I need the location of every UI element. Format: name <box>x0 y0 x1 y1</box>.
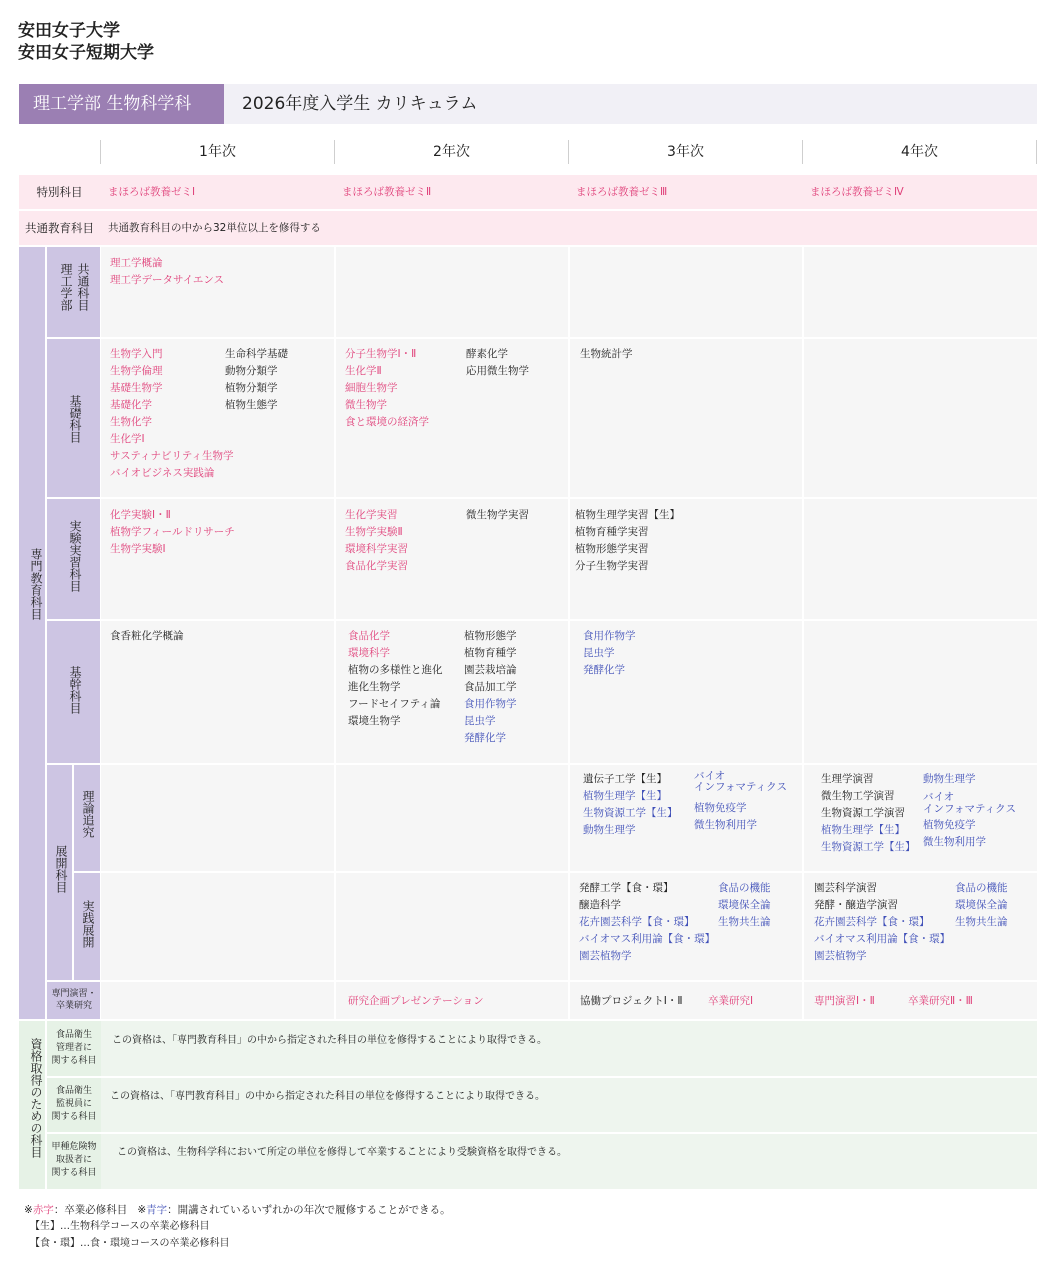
course-item: 園芸栽培論 <box>464 664 517 676</box>
shikaku-item-1-label <box>47 1029 101 1068</box>
riron-y3b-multiline <box>694 771 787 793</box>
course-item: 醸造科学 <box>579 899 621 911</box>
course-item: 生物化学 <box>110 416 152 428</box>
course-item: 食品加工学 <box>464 681 517 693</box>
course-item: 生物学入門 <box>110 348 163 360</box>
divider <box>334 247 336 1019</box>
divider <box>45 1132 1037 1134</box>
jissen-y3b <box>718 880 771 931</box>
header-divider <box>1036 140 1037 164</box>
course-item: 動物生理学 <box>923 773 976 785</box>
course-item: 微生物利用学 <box>923 836 986 848</box>
course-item: 園芸植物学 <box>814 950 867 962</box>
riron-y3a <box>583 771 678 839</box>
kiso-y2a <box>345 346 429 431</box>
divider <box>45 619 1037 621</box>
shikaku-item-2-label <box>47 1085 101 1124</box>
riron-label: 理論追究 <box>81 790 95 838</box>
course-item: サスティナビリティ生物学 <box>110 450 234 462</box>
divider <box>802 247 804 1019</box>
course-item: 植物生理学【生】 <box>583 790 667 802</box>
common-row-label: 共通教育科目 <box>25 221 94 235</box>
college-name: 安田女子短期大学 <box>18 43 154 63</box>
jikken-label: 実験実習科目 <box>68 520 82 592</box>
label-line: 関する科目 <box>51 1168 97 1178</box>
riron-y4b-multiline <box>923 791 1016 815</box>
course-item: 環境科学 <box>348 647 390 659</box>
legend-blue-desc: ：開講されているいずれかの年次で履修することができる。 <box>167 1204 451 1216</box>
course-item: 基礎生物学 <box>110 382 163 394</box>
rikou-label-common: 共通科目 <box>76 263 90 311</box>
sotsugyo-y4b: 卒業研究Ⅱ・Ⅲ <box>908 995 973 1007</box>
course-item: 生化学実習 <box>345 509 398 521</box>
legend-line <box>24 1203 451 1217</box>
course-item: バイオビジネス実践論 <box>110 467 215 479</box>
label-line: 取扱者に <box>55 1155 92 1165</box>
course-item: 花卉園芸科学【食・環】 <box>814 916 930 928</box>
shikaku-item-3-label <box>47 1141 101 1180</box>
course-item: 環境保全論 <box>718 899 771 911</box>
divider <box>45 1076 1037 1078</box>
special-row-label: 特別科目 <box>36 185 83 199</box>
course-item: 発酵工学【食・環】 <box>579 882 674 894</box>
course-item: 分子生物学実習 <box>575 560 649 572</box>
course-item: バイオマス利用論【食・環】 <box>579 933 716 945</box>
jikken-y3 <box>575 507 680 575</box>
riron-y4b <box>923 817 986 851</box>
sotsugyo-label-line2: 卒業研究 <box>55 1001 92 1011</box>
kiso-label: 基礎科目 <box>68 395 82 443</box>
course-item: 花卉園芸科学【食・環】 <box>579 916 695 928</box>
year-header-2: 2年次 <box>433 144 470 160</box>
course-item: 環境保全論 <box>955 899 1008 911</box>
course-item: 植物生理学【生】 <box>821 824 905 836</box>
course-item: 微生物学実習 <box>466 509 529 521</box>
jikken-y2a <box>345 507 408 575</box>
label-line: 食品衛生 <box>55 1030 92 1040</box>
course-item: インフォマティクス <box>694 781 788 793</box>
course-item: 発酵・醸造学演習 <box>814 899 898 911</box>
label-line: 甲種危険物 <box>51 1142 97 1152</box>
shikaku-item-1-text: この資格は、「専門教育科目」の中から指定された科目の単位を修得することにより取得できる。 <box>112 1035 547 1046</box>
course-item: 遺伝子工学【生】 <box>583 773 667 785</box>
common-row-text: 共通教育科目の中から32単位以上を修得する <box>108 222 321 234</box>
divider <box>45 980 1037 982</box>
course-item: 食香粧化学概論 <box>110 630 184 642</box>
course-item: 生化学Ⅰ <box>110 433 145 445</box>
course-item: 環境生物学 <box>348 715 401 727</box>
label-line: 関する科目 <box>51 1056 97 1066</box>
course-item: 生物資源工学【生】 <box>583 807 678 819</box>
course-item: バイオ <box>694 770 726 782</box>
kiso-y3 <box>580 346 633 363</box>
course-item: 植物育種学実習 <box>575 526 649 538</box>
course-item: 生理学演習 <box>821 773 874 785</box>
rikou-label-faculty: 理工学部 <box>59 263 73 311</box>
jissen-y4b <box>955 880 1008 931</box>
kikan-y2a <box>348 628 443 730</box>
course-item: 植物生理学実習【生】 <box>575 509 680 521</box>
divider <box>45 497 1037 499</box>
university-name: 安田女子大学 <box>18 21 120 41</box>
tenkai-label: 展開科目 <box>54 845 68 893</box>
course-item: 生物共生論 <box>718 916 771 928</box>
legend-mark: ※ <box>24 1204 33 1216</box>
special-y3: まほろば教養ゼミⅢ <box>576 186 668 198</box>
note-shoku-kan: 【食・環】…食・環境コースの卒業必修科目 <box>30 1238 230 1249</box>
divider <box>45 337 1037 339</box>
jikken-y1 <box>110 507 235 558</box>
kiso-y1a <box>110 346 233 482</box>
course-item: 微生物学 <box>345 399 387 411</box>
legend-blue-label: 青字 <box>146 1204 168 1216</box>
course-item: 生物学実験Ⅱ <box>345 526 403 538</box>
course-item: 植物生態学 <box>225 399 278 411</box>
shikaku-label: 資格取得のための科目 <box>29 1038 43 1158</box>
course-item: 環境科学実習 <box>345 543 408 555</box>
riron-y4b-top <box>923 771 976 788</box>
course-item: 植物育種学 <box>464 647 517 659</box>
course-item: 植物免疫学 <box>923 819 976 831</box>
label-line: 食品衛生 <box>55 1086 92 1096</box>
kikan-y3 <box>583 628 636 679</box>
sotsugyo-label-line1: 専門演習・ <box>51 989 97 999</box>
year-header-4: 4年次 <box>901 144 938 160</box>
divider <box>568 247 570 1019</box>
special-y4: まほろば教養ゼミⅣ <box>810 186 904 198</box>
rikou-y1 <box>110 255 224 289</box>
course-item: 植物免疫学 <box>694 802 747 814</box>
course-item: 生命科学基礎 <box>225 348 288 360</box>
legend-red-desc: ：卒業必修科目 <box>53 1204 128 1216</box>
course-item: 微生物工学演習 <box>821 790 895 802</box>
course-item: 園芸植物学 <box>579 950 632 962</box>
curriculum-title: 2026年度入学生 カリキュラム <box>224 84 1037 124</box>
course-item: 酵素化学 <box>466 348 508 360</box>
course-item: 植物の多様性と進化 <box>348 664 443 676</box>
course-item: 生物共生論 <box>955 916 1008 928</box>
legend-mark: ※ <box>137 1204 147 1216</box>
course-item: 生物統計学 <box>580 348 633 360</box>
riron-y4a <box>821 771 916 856</box>
course-item: 発酵化学 <box>464 732 506 744</box>
course-item: 昆虫学 <box>464 715 496 727</box>
course-item: 動物生理学 <box>583 824 636 836</box>
course-item: フードセイフティ論 <box>348 698 441 710</box>
year-header-1: 1年次 <box>199 144 236 160</box>
course-item: 昆虫学 <box>583 647 615 659</box>
course-item: 食用作物学 <box>464 698 517 710</box>
course-item: 発酵化学 <box>583 664 625 676</box>
course-item: 分子生物学Ⅰ・Ⅱ <box>345 348 417 360</box>
legend-red-label: 赤字 <box>32 1204 54 1216</box>
sotsugyo-label <box>47 988 101 1012</box>
sotsugyo-y3a: 協働プロジェクトⅠ・Ⅱ <box>580 995 683 1007</box>
shikaku-item-3-text: この資格は、生物科学科において所定の単位を修得して卒業することにより受験資格を取得できる。 <box>117 1147 567 1158</box>
label-line: 関する科目 <box>51 1112 97 1122</box>
divider <box>72 871 1037 873</box>
course-item: 植物形態学 <box>464 630 517 642</box>
course-item: インフォマティクス <box>923 803 1017 815</box>
label-line: 監視員に <box>55 1099 92 1109</box>
course-item: 生物学倫理 <box>110 365 163 377</box>
kikan-label: 基幹科目 <box>68 666 82 714</box>
course-item: 微生物利用学 <box>694 819 757 831</box>
note-sei: 【生】…生物科学コースの卒業必修科目 <box>30 1221 210 1232</box>
course-item: 生物資源工学演習 <box>821 807 905 819</box>
course-item: 応用微生物学 <box>466 365 529 377</box>
kiso-y2b <box>466 346 529 380</box>
course-item: 生物資源工学【生】 <box>821 841 916 853</box>
sotsugyo-y4a: 専門演習Ⅰ・Ⅱ <box>814 995 875 1007</box>
course-item: 細胞生物学 <box>345 382 398 394</box>
kikan-y2b <box>464 628 517 747</box>
course-item: 生化学Ⅱ <box>345 365 382 377</box>
course-item: 植物形態学実習 <box>575 543 649 555</box>
course-item: バイオマス利用論【食・環】 <box>814 933 951 945</box>
sotsugyo-y2: 研究企画プレゼンテーション <box>348 995 484 1007</box>
divider <box>45 247 47 1019</box>
year-header-3: 3年次 <box>667 144 704 160</box>
label-line: 管理者に <box>55 1043 92 1053</box>
course-item: 園芸科学演習 <box>814 882 877 894</box>
course-item: 食品化学 <box>348 630 390 642</box>
course-item: 理工学データサイエンス <box>110 274 225 286</box>
course-item: 進化生物学 <box>348 681 401 693</box>
divider <box>45 763 1037 765</box>
course-item: 化学実験Ⅰ・Ⅱ <box>110 509 171 521</box>
kiso-y1b <box>225 346 288 414</box>
kikan-y1 <box>110 628 184 645</box>
jissen-y3a <box>579 880 715 965</box>
special-y2: まほろば教養ゼミⅡ <box>342 186 432 198</box>
course-item: 植物分類学 <box>225 382 278 394</box>
jissen-label: 実践展開 <box>81 900 95 948</box>
course-item: バイオ <box>923 791 955 803</box>
course-item: 植物学フィールドリサーチ <box>110 526 235 538</box>
course-item: 食品化学実習 <box>345 560 408 572</box>
course-item: 食用作物学 <box>583 630 636 642</box>
course-item: 理工学概論 <box>110 257 163 269</box>
sotsugyo-y3b: 卒業研究Ⅰ <box>708 995 754 1007</box>
jikken-y2b <box>466 507 529 524</box>
course-item: 基礎化学 <box>110 399 152 411</box>
riron-y3b <box>694 800 757 834</box>
special-y1: まほろば教養ゼミⅠ <box>108 186 196 198</box>
course-item: 動物分類学 <box>225 365 278 377</box>
course-item: 食と環境の経済学 <box>345 416 429 428</box>
department-badge: 理工学部 生物科学科 <box>19 84 224 124</box>
course-item: 食品の機能 <box>955 882 1008 894</box>
jissen-y4a <box>814 880 950 965</box>
course-item: 食品の機能 <box>718 882 771 894</box>
shikaku-item-2-text: この資格は、「専門教育科目」の中から指定された科目の単位を修得することにより取得できる。 <box>110 1091 545 1102</box>
course-item: 生物学実験Ⅰ <box>110 543 166 555</box>
senmon-label: 専門教育科目 <box>29 548 43 620</box>
